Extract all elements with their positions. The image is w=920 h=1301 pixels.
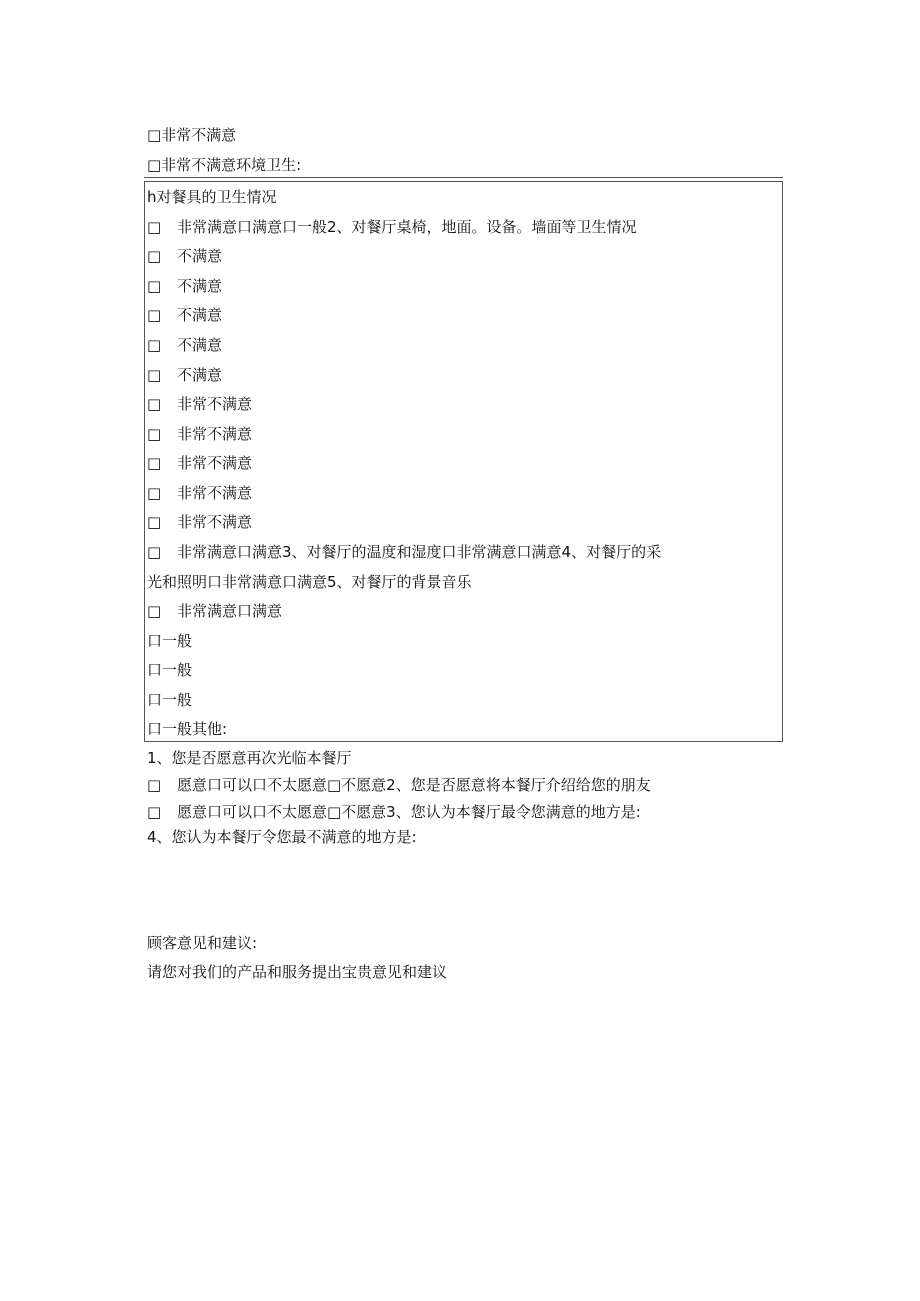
survey-row xyxy=(147,453,252,473)
divider-line xyxy=(144,177,783,178)
row-text: 非常不满意 xyxy=(177,513,253,531)
row-text: 非常不满意 xyxy=(177,395,253,413)
survey-row xyxy=(147,483,252,503)
survey-row xyxy=(147,217,637,237)
row-text: 非常满意口满意口一般2、对餐厅桌椅，地面。设备。墙面等卫生情况 xyxy=(177,218,637,236)
checkbox-icon[interactable]: □ xyxy=(147,425,162,443)
answer-row-1 xyxy=(147,775,651,795)
survey-row xyxy=(147,424,252,444)
checkbox-icon[interactable]: □ xyxy=(147,277,162,295)
row-text: 不满意 xyxy=(177,277,223,295)
survey-row xyxy=(147,542,661,562)
answer-row-2 xyxy=(147,802,641,822)
question-tableware-hygiene: h对餐具的卫生情况 xyxy=(147,188,277,206)
survey-row xyxy=(147,394,252,414)
option-average: 口一般 xyxy=(147,632,193,650)
checkbox-icon[interactable]: □ xyxy=(147,306,162,324)
feedback-heading: 顾客意见和建议: xyxy=(147,934,258,952)
survey-row xyxy=(147,512,252,532)
row-text: 非常不满意 xyxy=(177,425,253,443)
row-text: 非常满意口满意 xyxy=(177,602,283,620)
option-average-other: 口一般其他: xyxy=(147,720,228,738)
option-average: 口一般 xyxy=(147,691,193,709)
survey-row xyxy=(147,305,222,325)
wrapped-text-line: 光和照明口非常满意口满意5、对餐厅的背景音乐 xyxy=(147,573,472,591)
row-text: 非常不满意 xyxy=(177,484,253,502)
survey-row xyxy=(147,601,282,621)
row-text: 不满意 xyxy=(177,366,223,384)
option-very-dissatisfied: □非常不满意 xyxy=(147,126,237,144)
checkbox-icon[interactable]: □ xyxy=(147,513,162,531)
survey-row xyxy=(147,246,222,266)
row-text: 不满意 xyxy=(177,306,223,324)
checkbox-icon[interactable]: □ xyxy=(147,602,162,620)
survey-row xyxy=(147,276,222,296)
answer-text: 愿意口可以口不太愿意□不愿意2、您是否愿意将本餐厅介绍给您的朋友 xyxy=(177,776,651,794)
row-text: 非常不满意 xyxy=(177,454,253,472)
option-average: 口一般 xyxy=(147,661,193,679)
survey-row xyxy=(147,365,222,385)
checkbox-icon[interactable]: □ xyxy=(147,454,162,472)
section-environment-hygiene: □非常不满意环境卫生: xyxy=(147,156,302,174)
checkbox-icon[interactable]: □ xyxy=(147,366,162,384)
feedback-prompt: 请您对我们的产品和服务提出宝贵意见和建议 xyxy=(147,963,448,981)
row-text: 不满意 xyxy=(177,247,223,265)
question-revisit: 1、您是否愿意再次光临本餐厅 xyxy=(147,749,352,767)
row-text: 非常满意口满意3、对餐厅的温度和湿度口非常满意口满意4、对餐厅的采 xyxy=(177,543,662,561)
checkbox-icon[interactable]: □ xyxy=(147,247,162,265)
row-text: 不满意 xyxy=(177,336,223,354)
checkbox-icon[interactable]: □ xyxy=(147,543,162,561)
survey-row xyxy=(147,335,222,355)
question-least-satisfied: 4、您认为本餐厅令您最不满意的地方是: xyxy=(147,828,417,846)
survey-table xyxy=(144,181,783,742)
checkbox-icon[interactable]: □ xyxy=(147,218,162,236)
checkbox-icon[interactable]: □ xyxy=(147,395,162,413)
checkbox-icon[interactable]: □ xyxy=(147,803,162,821)
checkbox-icon[interactable]: □ xyxy=(147,336,162,354)
checkbox-icon[interactable]: □ xyxy=(147,484,162,502)
checkbox-icon[interactable]: □ xyxy=(147,776,162,794)
answer-text: 愿意口可以口不太愿意□不愿意3、您认为本餐厅最令您满意的地方是: xyxy=(177,803,641,821)
